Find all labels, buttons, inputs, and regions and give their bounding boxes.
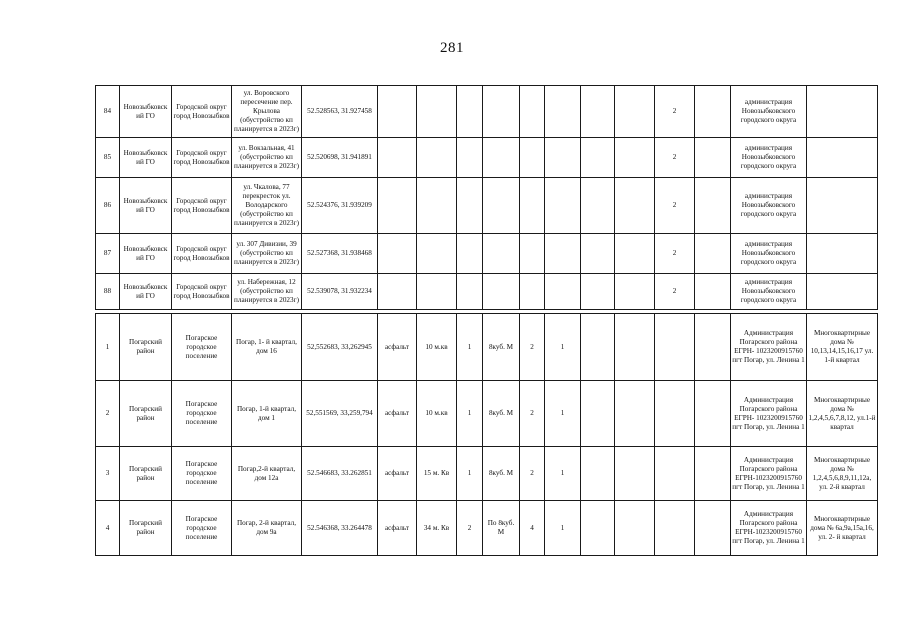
cell-c12 [581, 234, 615, 274]
cell-c6 [378, 234, 417, 274]
cell-c13 [615, 447, 655, 501]
cell-c7 [417, 138, 457, 178]
cell-settlement: Городской округ город Новозыбков [172, 178, 232, 234]
cell-owner: администрация Новозыбковского городского округа [731, 234, 807, 274]
cell-area: 10 м.кв [417, 314, 457, 381]
cell-c17 [807, 138, 878, 178]
cell-served: Многоквартирные дома № 1,2,4,5,6,7,8,12, ул.1-й квартал [807, 381, 878, 447]
cell-num: 2 [96, 381, 120, 447]
cell-coords: 52.546368, 33.264478 [302, 501, 378, 556]
cell-settlement: Городской округ город Новозыбков [172, 138, 232, 178]
cell-district: Погарский район [120, 314, 172, 381]
cell-c7 [417, 234, 457, 274]
table-row [96, 381, 878, 447]
cell-owner: администрация Новозыбковского городского округа [731, 138, 807, 178]
registry-table-pogar [95, 313, 878, 556]
cell-served: Многоквартирные дома № 10,13,14,15,16,17 ул. 1-й квартал [807, 314, 878, 381]
cell-coords: 52,551569, 33,259,794 [302, 381, 378, 447]
cell-coords: 52.520698, 31.941891 [302, 138, 378, 178]
cell-volume: 8куб. М [483, 447, 520, 501]
cell-qty: 1 [457, 447, 483, 501]
cell-c8 [457, 274, 483, 310]
cell-c7 [417, 178, 457, 234]
cell-c14 [655, 501, 695, 556]
cell-volume: По 8куб. М [483, 501, 520, 556]
table-row [96, 274, 878, 310]
cell-c12 [581, 274, 615, 310]
cell-c11 [545, 178, 581, 234]
cell-district: Новозыбковск ий ГО [120, 138, 172, 178]
cell-c11: 1 [545, 314, 581, 381]
cell-c11 [545, 138, 581, 178]
cell-c14: 2 [655, 86, 695, 138]
table-row [96, 138, 878, 178]
cell-c13 [615, 314, 655, 381]
cell-owner: администрация Новозыбковского городского округа [731, 274, 807, 310]
cell-c10: 4 [520, 501, 545, 556]
cell-settlement: Городской округ город Новозыбков [172, 274, 232, 310]
cell-num: 87 [96, 234, 120, 274]
cell-c11: 1 [545, 501, 581, 556]
cell-c17 [807, 178, 878, 234]
cell-c7 [417, 274, 457, 310]
cell-c14: 2 [655, 274, 695, 310]
cell-c12 [581, 447, 615, 501]
table-row [96, 86, 878, 138]
cell-surface: асфальт [378, 501, 417, 556]
cell-qty: 2 [457, 501, 483, 556]
cell-c12 [581, 138, 615, 178]
cell-settlement: Погарское городское поселение [172, 381, 232, 447]
cell-c13 [615, 234, 655, 274]
cell-area: 34 м. Кв [417, 501, 457, 556]
cell-district: Новозыбковск ий ГО [120, 274, 172, 310]
cell-c13 [615, 381, 655, 447]
cell-c13 [615, 178, 655, 234]
cell-c13 [615, 138, 655, 178]
cell-address: ул. 307 Дивизии, 39 (обустройство кп планируется в 2023г) [232, 234, 302, 274]
cell-c7 [417, 86, 457, 138]
cell-owner: Администрация Погарского района ЕГРН- 1023200915760 пгт Погар, ул. Ленина 1 [731, 381, 807, 447]
cell-settlement: Городской округ город Новозыбков [172, 234, 232, 274]
cell-owner: администрация Новозыбковского городского округа [731, 178, 807, 234]
cell-coords: 52.527368, 31.938468 [302, 234, 378, 274]
cell-c15 [695, 234, 731, 274]
cell-c9 [483, 234, 520, 274]
cell-c6 [378, 178, 417, 234]
cell-served: Многоквартирные дома № 6а,9а,15а,16, ул. 2- й квартал [807, 501, 878, 556]
cell-num: 88 [96, 274, 120, 310]
table-row [96, 178, 878, 234]
cell-coords: 52,552683, 33,262945 [302, 314, 378, 381]
cell-c10: 2 [520, 447, 545, 501]
cell-address: Погар, 2-й квартал, дом 9а [232, 501, 302, 556]
cell-district: Погарский район [120, 447, 172, 501]
cell-c14 [655, 381, 695, 447]
cell-c10 [520, 138, 545, 178]
cell-c12 [581, 381, 615, 447]
table-row [96, 501, 878, 556]
cell-address: ул. Набережная, 12 (обустройство кп планируется в 2023г) [232, 274, 302, 310]
cell-c8 [457, 178, 483, 234]
cell-district: Новозыбковск ий ГО [120, 234, 172, 274]
cell-num: 4 [96, 501, 120, 556]
registry-table-novozybkov [95, 85, 878, 310]
cell-c15 [695, 178, 731, 234]
cell-c15 [695, 501, 731, 556]
table-row [96, 447, 878, 501]
cell-settlement: Погарское городское поселение [172, 314, 232, 381]
cell-coords: 52.524376, 31.939209 [302, 178, 378, 234]
cell-c12 [581, 501, 615, 556]
cell-c6 [378, 274, 417, 310]
cell-num: 1 [96, 314, 120, 381]
cell-c13 [615, 274, 655, 310]
cell-surface: асфальт [378, 447, 417, 501]
cell-c6 [378, 138, 417, 178]
cell-c12 [581, 178, 615, 234]
cell-c15 [695, 86, 731, 138]
cell-c13 [615, 86, 655, 138]
cell-c8 [457, 138, 483, 178]
cell-qty: 1 [457, 314, 483, 381]
cell-num: 3 [96, 447, 120, 501]
table-row [96, 234, 878, 274]
cell-c15 [695, 138, 731, 178]
cell-c14 [655, 447, 695, 501]
cell-surface: асфальт [378, 381, 417, 447]
cell-c11 [545, 234, 581, 274]
cell-qty: 1 [457, 381, 483, 447]
cell-c12 [581, 314, 615, 381]
cell-c10 [520, 234, 545, 274]
cell-c14: 2 [655, 138, 695, 178]
cell-owner: Администрация Погарского района ЕГРН-1023200915760 пгт Погар, ул. Ленина 1 [731, 447, 807, 501]
cell-settlement: Погарское городское поселение [172, 501, 232, 556]
cell-coords: 52.528563, 31.927458 [302, 86, 378, 138]
cell-c11: 1 [545, 447, 581, 501]
cell-coords: 52.546683, 33.262851 [302, 447, 378, 501]
cell-c12 [581, 86, 615, 138]
cell-surface: асфальт [378, 314, 417, 381]
cell-c10: 2 [520, 381, 545, 447]
cell-owner: Администрация Погарского района ЕГРН- 1023200915760 пгт Погар, ул. Ленина 1 [731, 314, 807, 381]
cell-address: Погар, 1- й квартал, дом 16 [232, 314, 302, 381]
cell-address: ул. Вокзальная, 41 (обустройство кп планируется в 2023г) [232, 138, 302, 178]
cell-c15 [695, 274, 731, 310]
cell-c10 [520, 178, 545, 234]
cell-c9 [483, 178, 520, 234]
cell-c11: 1 [545, 381, 581, 447]
cell-address: Погар, 1-й квартал, дом 1 [232, 381, 302, 447]
cell-c9 [483, 274, 520, 310]
cell-volume: 8куб. М [483, 314, 520, 381]
table-row [96, 314, 878, 381]
cell-c15 [695, 314, 731, 381]
cell-settlement: Городской округ город Новозыбков [172, 86, 232, 138]
cell-district: Погарский район [120, 381, 172, 447]
cell-c8 [457, 86, 483, 138]
cell-c17 [807, 86, 878, 138]
cell-district: Новозыбковск ий ГО [120, 178, 172, 234]
cell-c6 [378, 86, 417, 138]
cell-owner: Администрация Погарского района ЕГРН-1023200915760 пгт Погар, ул. Ленина 1 [731, 501, 807, 556]
cell-c14: 2 [655, 234, 695, 274]
cell-coords: 52.539078, 31.932234 [302, 274, 378, 310]
cell-area: 10 м.кв [417, 381, 457, 447]
cell-owner: администрация Новозыбковского городского округа [731, 86, 807, 138]
cell-num: 84 [96, 86, 120, 138]
cell-c14 [655, 314, 695, 381]
cell-settlement: Погарское городское поселение [172, 447, 232, 501]
cell-num: 86 [96, 178, 120, 234]
cell-num: 85 [96, 138, 120, 178]
cell-c14: 2 [655, 178, 695, 234]
cell-c15 [695, 447, 731, 501]
cell-c9 [483, 86, 520, 138]
page-number: 281 [440, 40, 464, 56]
cell-c10 [520, 86, 545, 138]
cell-served: Многоквартирные дома № 1,2,4,5,6,8,9,11,12а, ул. 2-й квартал [807, 447, 878, 501]
cell-c8 [457, 234, 483, 274]
cell-c10: 2 [520, 314, 545, 381]
cell-c10 [520, 274, 545, 310]
cell-c9 [483, 138, 520, 178]
cell-area: 15 м. Кв [417, 447, 457, 501]
cell-c11 [545, 86, 581, 138]
cell-address: ул. Воровского пересечение пер. Крылова (обустройство кп планируется в 2023г) [232, 86, 302, 138]
cell-c13 [615, 501, 655, 556]
cell-address: ул. Чкалова, 77 перекресток ул. Володарского (обустройство кп планируется в 2023г) [232, 178, 302, 234]
cell-address: Погар,2-й квартал, дом 12а [232, 447, 302, 501]
cell-c11 [545, 274, 581, 310]
cell-c17 [807, 274, 878, 310]
cell-c15 [695, 381, 731, 447]
cell-district: Погарский район [120, 501, 172, 556]
cell-district: Новозыбковск ий ГО [120, 86, 172, 138]
cell-volume: 8куб. М [483, 381, 520, 447]
cell-c17 [807, 234, 878, 274]
